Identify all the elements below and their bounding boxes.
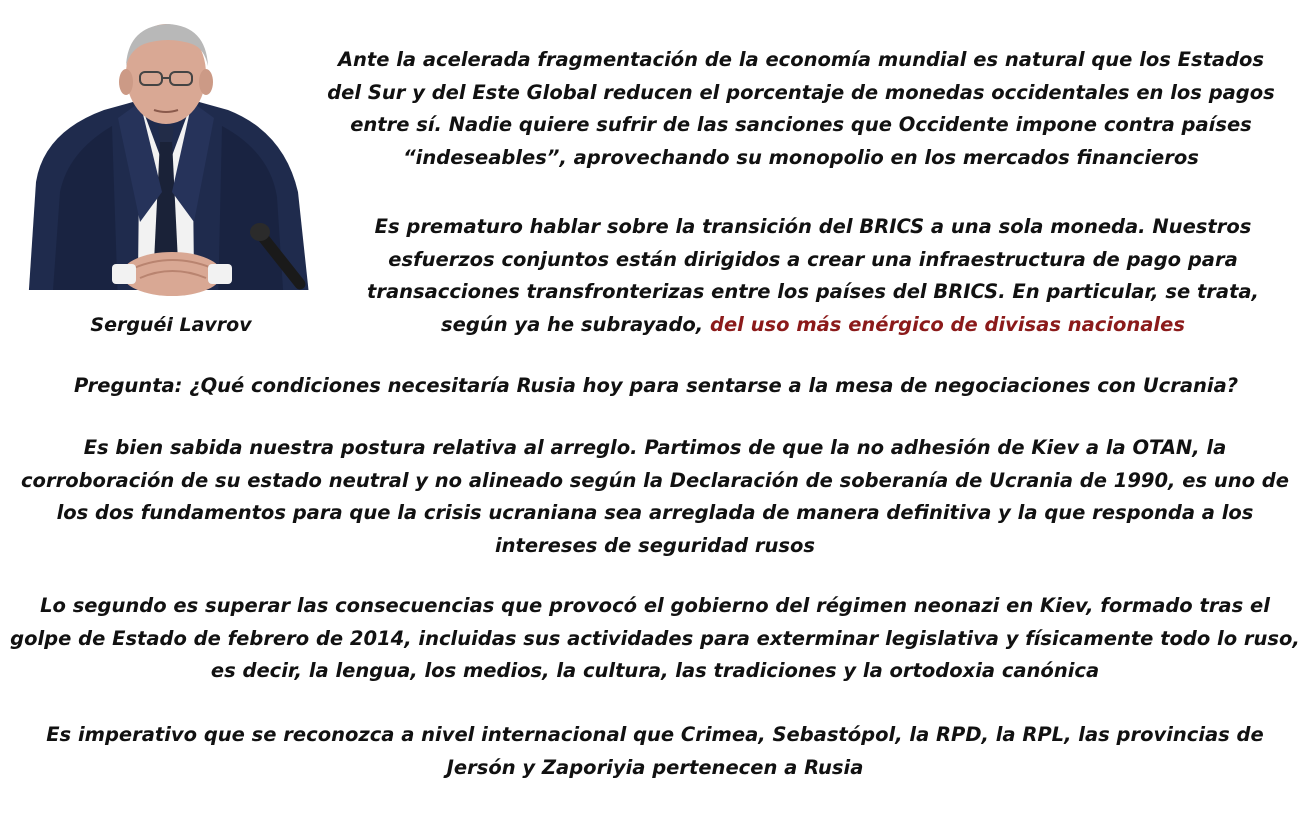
portrait-hands: [122, 252, 222, 296]
answer-paragraph-3: Es imperativo que se reconozca a nivel internacional que Crimea, Sebastópol, la RPD, la RPL, las provincias de Jersón y Zaporiyia pertenecen a Rusia: [46, 723, 1264, 779]
answer-paragraph-1: Es bien sabida nuestra postura relativa al arreglo. Partimos de que la no adhesión de Kiev a la OTAN, la corroboración de su estado neutral y no alineado según la Declaración de soberanía de Ucrania de 1990, es uno de los dos fundamentos para que la crisis ucraniana sea arreglada de manera definitiva y la que responda a los intereses de seguridad rusos: [21, 436, 1289, 557]
question-heading: Pregunta: ¿Qué condiciones necesitaría Rusia hoy para sentarse a la mesa de negociaciones con Ucrania?: [73, 374, 1239, 397]
portrait-photo: [22, 22, 314, 304]
answer-paragraph-2: Lo segundo es superar las consecuencias que provocó el gobierno del régimen neonazi en Kiev, formado tras el golpe de Estado de febrero de 2014, incluidas sus actividades para exterminar legislativa y físicamente todo lo ruso, es decir, la lengua, los medios, la cultura, las tradiciones y la ortodoxia canónica: [10, 594, 1300, 682]
quote-paragraph-1: Ante la acelerada fragmentación de la economía mundial es natural que los Estados del Sur y del Este Global reducen el porcentaje de monedas occidentales en los pagos entre sí. Nadie quiere sufrir de las sanciones que Occidente impone contra países “indeseables”, aprovechando su monopolio en los mercados financieros: [327, 48, 1275, 169]
quote-paragraph-2-text: Es prematuro hablar sobre la transición del BRICS a una sola moneda. Nuestros esfuerzos conjuntos están dirigidos a crear una infraestructura de pago para transacciones transfronterizas entre los países del BRICS. En particular, se trata, según ya he subrayado,: [367, 215, 1259, 336]
highlighted-phrase: del uso más enérgico de divisas nacionales: [710, 312, 1185, 336]
quote-paragraph-2: [352, 211, 1274, 341]
portrait-caption: Serguéi Lavrov: [90, 314, 252, 336]
